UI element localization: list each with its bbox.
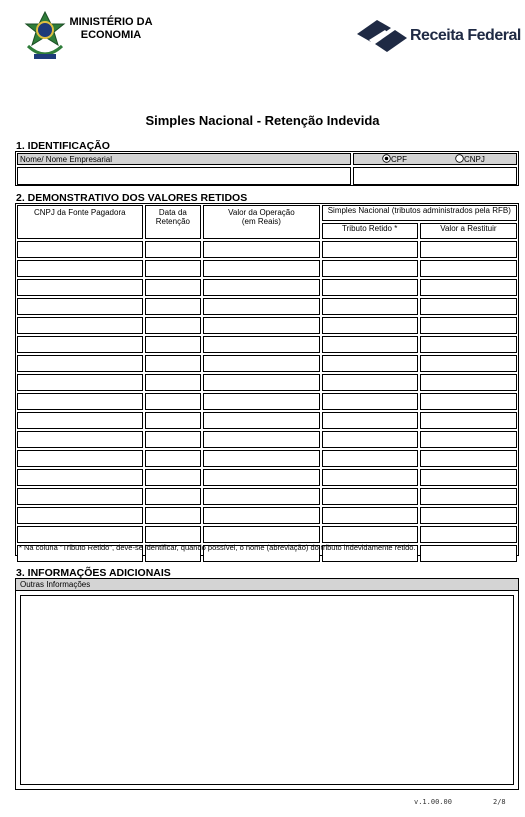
cell-tributo[interactable] xyxy=(322,241,418,258)
cell-data[interactable] xyxy=(145,336,202,353)
cell-valor[interactable] xyxy=(203,412,319,429)
valores-table xyxy=(15,203,519,564)
cell-restituir[interactable] xyxy=(420,393,517,410)
cell-cnpj[interactable] xyxy=(17,507,143,524)
cell-tributo[interactable] xyxy=(322,412,418,429)
section-demonstrativo-title: 2. DEMONSTRATIVO DOS VALORES RETIDOS xyxy=(16,192,248,204)
cell-valor[interactable] xyxy=(203,374,319,391)
doc-type-cell xyxy=(353,153,517,165)
cell-tributo[interactable] xyxy=(322,279,418,296)
cell-cnpj[interactable] xyxy=(17,431,143,448)
cell-restituir[interactable] xyxy=(420,260,517,277)
table-row xyxy=(17,260,517,277)
cell-data[interactable] xyxy=(145,279,202,296)
cell-data[interactable] xyxy=(145,393,202,410)
table-row xyxy=(17,298,517,315)
cell-restituir[interactable] xyxy=(420,488,517,505)
cell-cnpj[interactable] xyxy=(17,355,143,372)
cell-valor[interactable] xyxy=(203,507,319,524)
receita-federal-logo-icon xyxy=(355,16,415,56)
radio-cnpj-label: CNPJ xyxy=(464,155,485,164)
cell-restituir[interactable] xyxy=(420,450,517,467)
cell-data[interactable] xyxy=(145,469,202,486)
cell-data[interactable] xyxy=(145,450,202,467)
cell-data[interactable] xyxy=(145,526,202,543)
cell-data[interactable] xyxy=(145,374,202,391)
radio-selected-icon xyxy=(382,154,391,163)
cell-restituir[interactable] xyxy=(420,298,517,315)
cell-restituir[interactable] xyxy=(420,241,517,258)
cell-data[interactable] xyxy=(145,298,202,315)
cell-valor[interactable] xyxy=(203,469,319,486)
cell-cnpj[interactable] xyxy=(17,450,143,467)
document-title: Simples Nacional - Retenção Indevida xyxy=(145,113,380,128)
valores-table-body xyxy=(17,241,517,562)
table-row xyxy=(17,355,517,372)
radio-unselected-icon xyxy=(455,154,464,163)
agency-name: Receita Federal xyxy=(410,27,521,44)
cell-data[interactable] xyxy=(145,412,202,429)
cell-valor[interactable] xyxy=(203,317,319,334)
cell-restituir[interactable] xyxy=(420,507,517,524)
table-row xyxy=(17,317,517,334)
cell-cnpj[interactable] xyxy=(17,469,143,486)
cell-tributo[interactable] xyxy=(322,374,418,391)
cell-data[interactable] xyxy=(145,241,202,258)
section-identificacao-title: 1. IDENTIFICAÇÃO xyxy=(16,140,110,152)
cell-restituir[interactable] xyxy=(420,336,517,353)
cell-restituir[interactable] xyxy=(420,279,517,296)
table-row xyxy=(17,469,517,486)
cell-restituir[interactable] xyxy=(420,526,517,543)
cell-cnpj[interactable] xyxy=(17,336,143,353)
page-number: 2/8 xyxy=(493,798,506,806)
col-valor-header: Valor da Operação (em Reais) xyxy=(203,205,319,239)
cpf-cnpj-input[interactable] xyxy=(353,167,517,185)
cell-cnpj[interactable] xyxy=(17,393,143,410)
cell-data[interactable] xyxy=(145,260,202,277)
cell-tributo[interactable] xyxy=(322,355,418,372)
outras-informacoes-label: Outras Informações xyxy=(16,579,518,591)
name-label: Nome/ Nome Empresarial xyxy=(20,155,113,164)
ministry-line-2: ECONOMIA xyxy=(80,29,142,41)
table-row xyxy=(17,279,517,296)
radio-cnpj[interactable] xyxy=(455,154,485,165)
cell-data[interactable] xyxy=(145,317,202,334)
cell-valor[interactable] xyxy=(203,488,319,505)
cell-tributo[interactable] xyxy=(322,393,418,410)
cell-tributo[interactable] xyxy=(322,431,418,448)
cell-tributo[interactable] xyxy=(322,260,418,277)
outras-informacoes-textarea[interactable] xyxy=(20,595,514,785)
group-simples-header: Simples Nacional (tributos administrados pela RFB) xyxy=(322,205,517,221)
cell-valor[interactable] xyxy=(203,355,319,372)
cell-restituir[interactable] xyxy=(420,355,517,372)
cell-tributo[interactable] xyxy=(322,317,418,334)
version-label: v.1.00.00 xyxy=(414,798,452,806)
cell-valor[interactable] xyxy=(203,431,319,448)
cell-tributo[interactable] xyxy=(322,336,418,353)
cell-valor[interactable] xyxy=(203,260,319,277)
col-tributo-header: Tributo Retido * xyxy=(322,223,418,239)
cell-valor[interactable] xyxy=(203,241,319,258)
identificacao-frame xyxy=(15,151,519,186)
cell-valor[interactable] xyxy=(203,526,319,543)
cell-valor[interactable] xyxy=(203,298,319,315)
table-row xyxy=(17,374,517,391)
cell-cnpj[interactable] xyxy=(17,488,143,505)
table-row xyxy=(17,526,517,543)
ministry-name xyxy=(52,16,170,42)
table-row xyxy=(17,412,517,429)
table-row xyxy=(17,393,517,410)
table-row xyxy=(17,241,517,258)
col-data-header: Data da Retenção xyxy=(145,205,202,239)
col-restituir-header: Valor a Restituir xyxy=(420,223,517,239)
table-row xyxy=(17,488,517,505)
cell-cnpj[interactable] xyxy=(17,317,143,334)
cell-valor[interactable] xyxy=(203,393,319,410)
cell-tributo[interactable] xyxy=(322,450,418,467)
cell-restituir[interactable] xyxy=(420,412,517,429)
ministry-line-1: MINISTÉRIO DA xyxy=(69,16,153,28)
table-row xyxy=(17,507,517,524)
cell-cnpj[interactable] xyxy=(17,374,143,391)
name-input[interactable] xyxy=(17,167,351,185)
cell-data[interactable] xyxy=(145,488,202,505)
cell-valor[interactable] xyxy=(203,450,319,467)
cell-cnpj[interactable] xyxy=(17,279,143,296)
cell-tributo[interactable] xyxy=(322,298,418,315)
cell-cnpj[interactable] xyxy=(17,298,143,315)
cell-tributo[interactable] xyxy=(322,507,418,524)
footnote-text: * Na coluna "Tributo Retido", deve-se identificar, quando possível, o nome (abreviação) do tributo indevidamente retido. xyxy=(19,543,416,552)
cell-cnpj[interactable] xyxy=(17,260,143,277)
cell-cnpj[interactable] xyxy=(17,526,143,543)
cell-tributo[interactable] xyxy=(322,488,418,505)
cell-data[interactable] xyxy=(145,355,202,372)
cell-restituir[interactable] xyxy=(420,317,517,334)
cell-restituir[interactable] xyxy=(420,469,517,486)
cell-valor[interactable] xyxy=(203,279,319,296)
table-row xyxy=(17,450,517,467)
cell-cnpj[interactable] xyxy=(17,412,143,429)
table-row xyxy=(17,336,517,353)
cell-cnpj[interactable] xyxy=(17,241,143,258)
col-cnpj-header: CNPJ da Fonte Pagadora xyxy=(17,205,143,239)
name-label-cell xyxy=(17,153,351,165)
radio-cpf[interactable] xyxy=(382,154,407,165)
cell-restituir[interactable] xyxy=(420,431,517,448)
cell-valor[interactable] xyxy=(203,336,319,353)
section-informacoes-title: 3. INFORMAÇÕES ADICIONAIS xyxy=(16,567,171,579)
cell-tributo[interactable] xyxy=(322,469,418,486)
cell-tributo[interactable] xyxy=(322,526,418,543)
cell-data[interactable] xyxy=(145,431,202,448)
radio-cpf-label: CPF xyxy=(391,155,407,164)
informacoes-frame xyxy=(15,578,519,790)
cell-data[interactable] xyxy=(145,507,202,524)
table-row xyxy=(17,431,517,448)
cell-restituir[interactable] xyxy=(420,374,517,391)
